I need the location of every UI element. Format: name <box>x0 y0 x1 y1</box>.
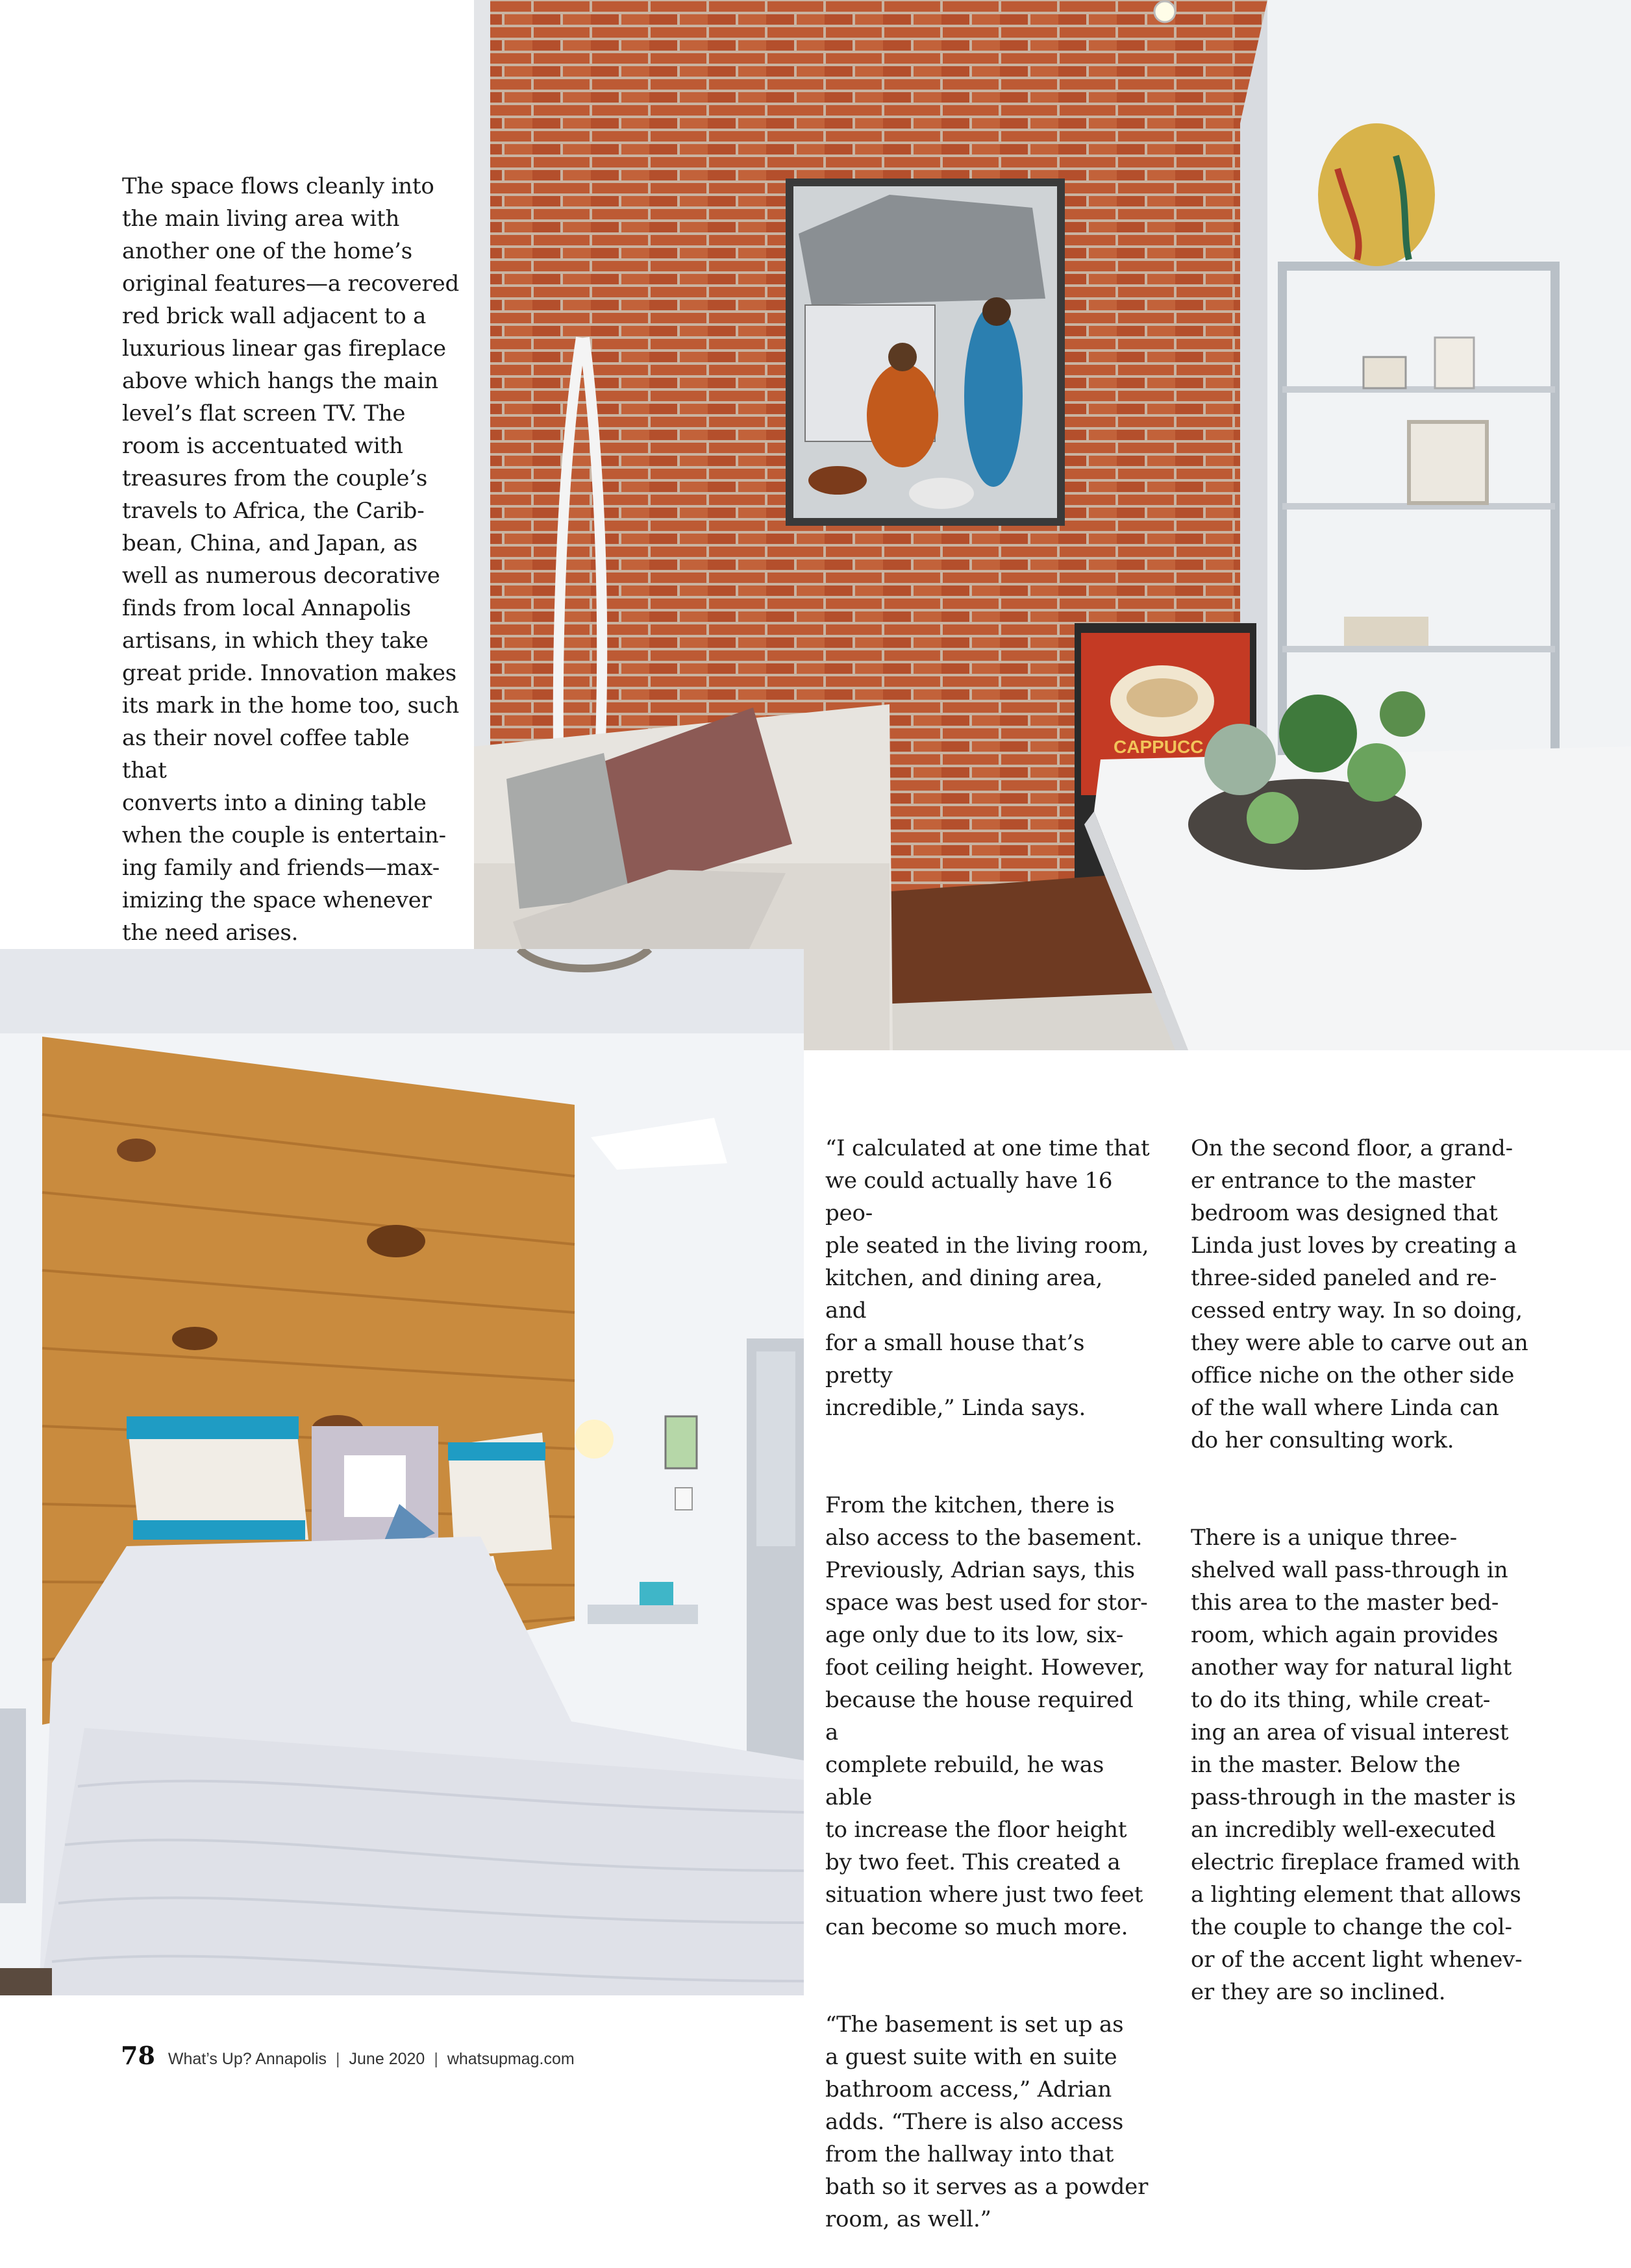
page-footer <box>121 2041 575 2070</box>
pass-through-paragraph: There is a unique three- shelved wall pass-through in this area to the master bed- room, which again provides another way for natural light to do its thing, while creat- ing an area of visual interest in the master. Below the pass-through in the master is an incredibly well-executed electric fireplace framed with a lighting element that allows the couple to change the col- or of the accent light whenev- er they are so inclined. <box>1191 1525 1523 2005</box>
intro-paragraph: The space flows cleanly into the main living area with another one of the home’s original features—a recovered red brick wall adjacent to a luxurious linear gas fireplace above which hangs the main level’s flat screen TV. The room is accentuated with treasures from the couple’s travels to Africa, the Carib- bean, China, and Japan, as well as numerous decorative finds from local Annapolis artisans, in which they take great pride. Innovation makes its mark in the home too, such as their novel coffee table that converts into a dining table when the couple is entertain- ing family and friends—max- imizing the space whenever the need arises. <box>122 173 460 946</box>
living-room-photo <box>474 0 1631 1050</box>
quote-paragraph-seating: “I calculated at one time that we could actually have 16 peo- ple seated in the living room, kitchen, and dining area, and for a small house that’s pretty incredible,” Linda says. <box>825 1135 1150 1421</box>
page-number: 78 <box>121 2041 155 2070</box>
article-column-right <box>1191 1100 1528 2041</box>
website-link[interactable]: whatsupmag.com <box>447 2050 575 2068</box>
basement-paragraph: From the kitchen, there is also access to the basement. Previously, Adrian says, this space was best used for stor- age only due to its low, six- foot ceiling height. However, because the house required a complete rebuild, he was able to increase the floor height by two feet. This created a situation where just two feet can become so much more. <box>825 1492 1148 1940</box>
footer-separator: | <box>434 2050 438 2068</box>
publication-name: What’s Up? Annapolis <box>168 2050 327 2068</box>
cappuccino-sign-text: CAPPUCC <box>1114 737 1204 757</box>
issue-date: June 2020 <box>349 2050 425 2068</box>
article-column-middle <box>825 1100 1150 2268</box>
quote-paragraph-basement: “The basement is set up as a guest suite with en suite bathroom access,” Adrian adds. “There is also access from the hallway into that bath so it serves as a powder room, as well.” <box>825 2012 1149 2232</box>
bedroom-photo <box>0 949 804 1995</box>
footer-separator: | <box>336 2050 340 2068</box>
second-floor-paragraph: On the second floor, a grand- er entrance to the master bedroom was designed that Linda just loves by creating a three-sided paneled and re- cessed entry way. In so doing, they were able to carve out an office niche on the other side of the wall where Linda can do her consulting work. <box>1191 1135 1528 1453</box>
